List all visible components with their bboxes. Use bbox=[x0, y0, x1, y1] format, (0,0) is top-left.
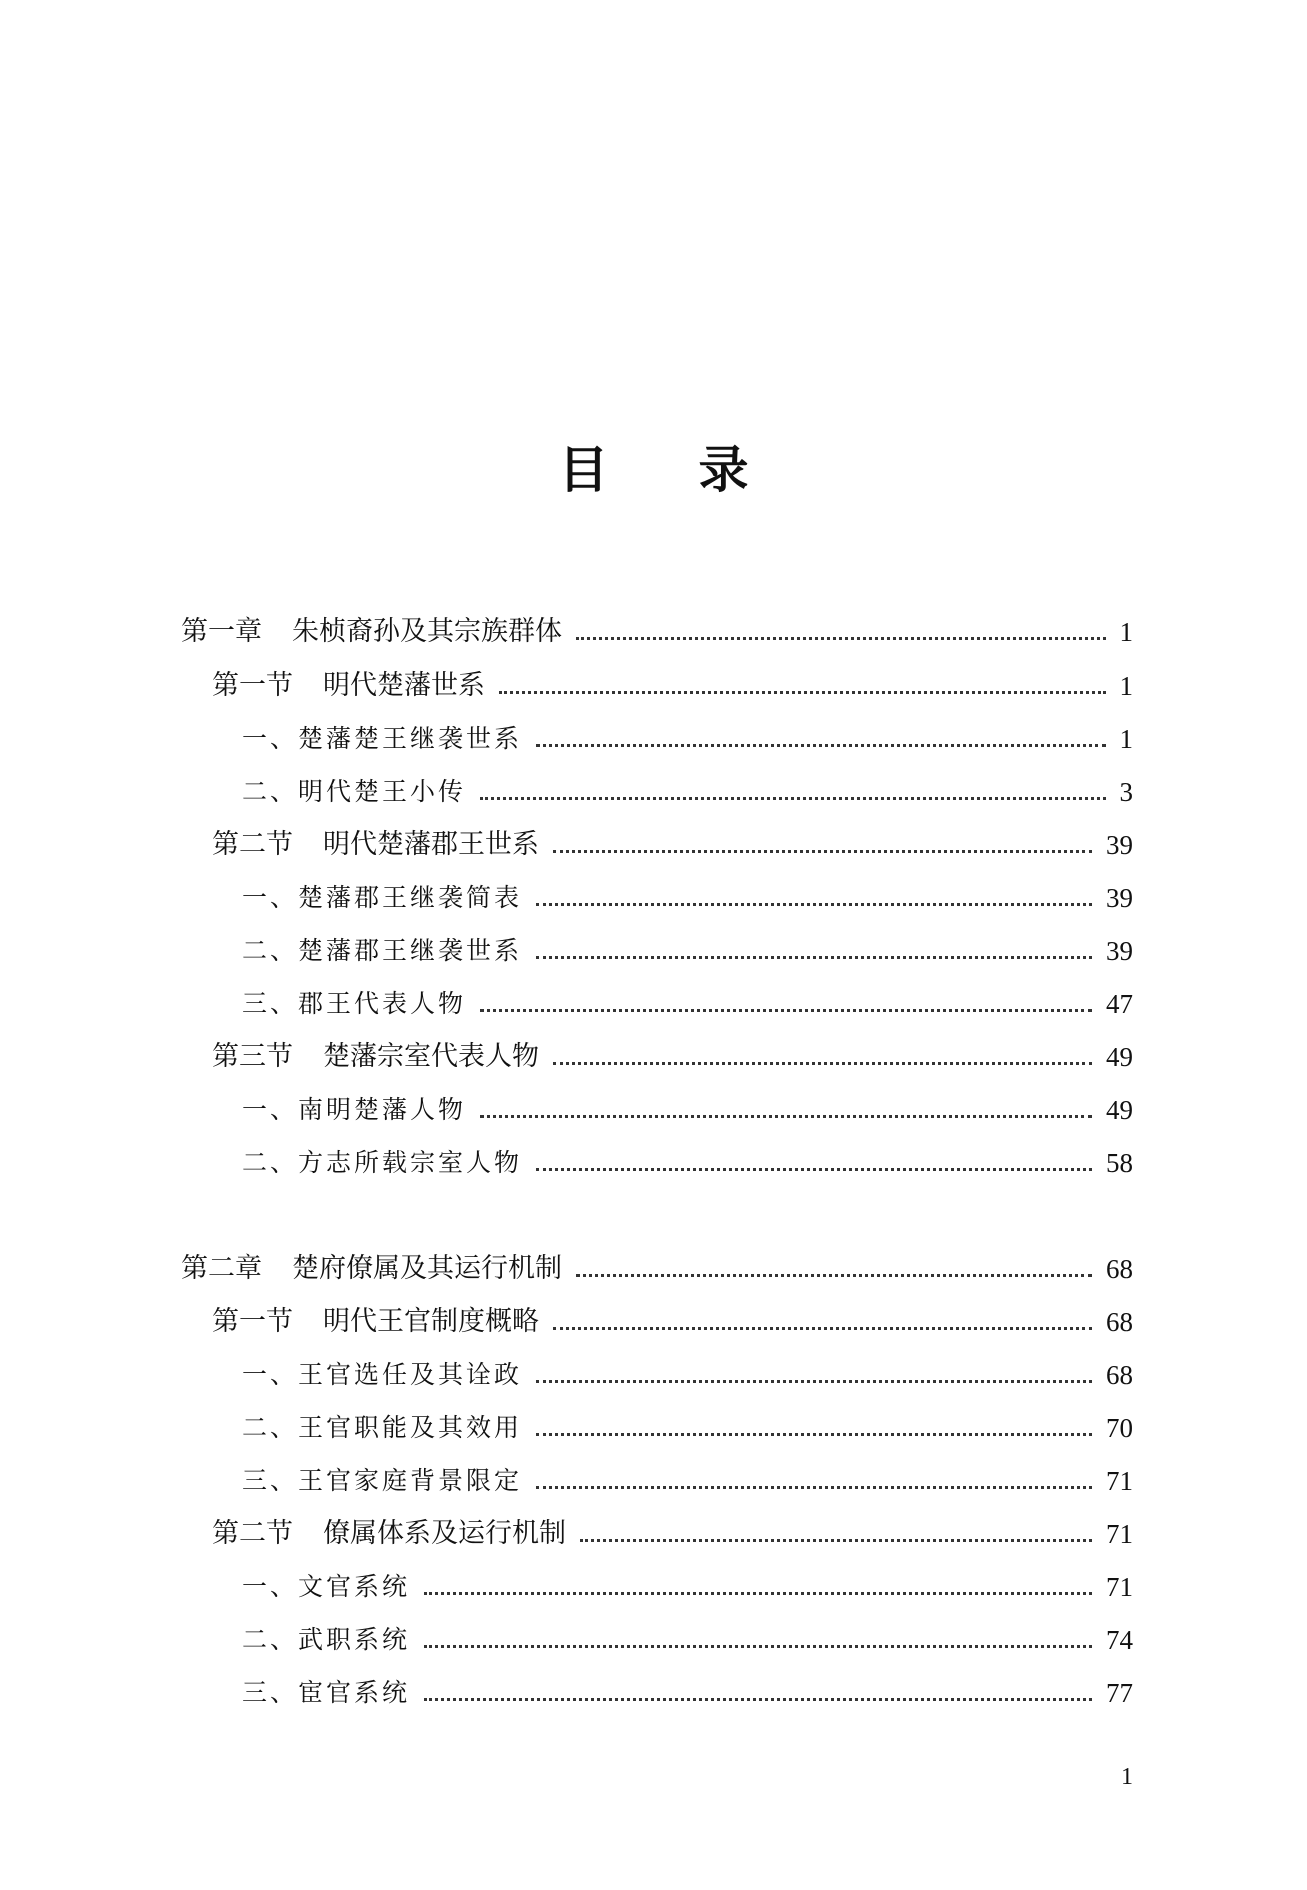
toc-entry-head: 第一章 bbox=[181, 616, 262, 647]
toc-entry-page: 68 bbox=[1106, 1254, 1133, 1284]
toc-entry-page: 70 bbox=[1106, 1413, 1133, 1443]
toc-entry-page: 77 bbox=[1106, 1678, 1133, 1708]
toc-entry-page: 3 bbox=[1119, 777, 1133, 807]
toc-entry-page: 68 bbox=[1106, 1360, 1133, 1390]
toc-entry-page: 1 bbox=[1119, 617, 1133, 647]
toc-entry-page: 71 bbox=[1106, 1572, 1133, 1602]
toc-leader-dots bbox=[553, 1327, 1092, 1330]
toc-entry-page: 74 bbox=[1106, 1625, 1133, 1655]
toc-entry-title: 一、楚藩楚王继袭世系 bbox=[242, 724, 523, 753]
toc-entry-head: 第二节 bbox=[212, 829, 293, 860]
toc-entry-label bbox=[212, 825, 539, 865]
page-title-char-1: 目 bbox=[558, 440, 609, 499]
toc-entry-head: 第二章 bbox=[181, 1253, 262, 1284]
toc-entry-page: 49 bbox=[1106, 1095, 1133, 1125]
toc-leader-dots bbox=[536, 744, 1105, 747]
toc-entry-label bbox=[181, 1249, 562, 1289]
toc-leader-dots bbox=[480, 797, 1105, 800]
toc-entry-page: 39 bbox=[1106, 830, 1133, 860]
toc-item[interactable] bbox=[242, 1408, 1133, 1448]
toc-entry-label bbox=[212, 1302, 539, 1342]
toc-leader-dots bbox=[536, 956, 1092, 959]
toc-entry-title: 朱桢裔孙及其宗族群体 bbox=[292, 616, 562, 647]
toc-leader-dots bbox=[424, 1645, 1092, 1648]
toc-leader-dots bbox=[424, 1592, 1092, 1595]
toc-leader-dots bbox=[553, 850, 1092, 853]
toc-section-2-2[interactable] bbox=[212, 1514, 1133, 1554]
toc-entry-page: 58 bbox=[1106, 1148, 1133, 1178]
footer-page-number: 1 bbox=[1121, 1764, 1133, 1790]
toc-entry-title: 明代王官制度概略 bbox=[323, 1306, 539, 1337]
toc-entry-page: 68 bbox=[1106, 1307, 1133, 1337]
toc-entry-title: 二、明代楚王小传 bbox=[242, 777, 467, 806]
toc-section-1-3[interactable] bbox=[212, 1037, 1133, 1077]
toc-entry-page: 71 bbox=[1106, 1466, 1133, 1496]
toc-leader-dots bbox=[536, 1380, 1092, 1383]
toc-entry-page: 39 bbox=[1106, 936, 1133, 966]
toc-entry-page: 71 bbox=[1106, 1519, 1133, 1549]
toc-entry-title: 二、楚藩郡王继袭世系 bbox=[242, 936, 523, 965]
toc-entry-head: 第一节 bbox=[212, 670, 293, 701]
toc-entry-head: 第二节 bbox=[212, 1518, 293, 1549]
toc-entry-page: 1 bbox=[1119, 671, 1133, 701]
toc-leader-dots bbox=[536, 903, 1092, 906]
toc-section-1-1[interactable] bbox=[212, 666, 1133, 706]
toc-entry-page: 1 bbox=[1119, 724, 1133, 754]
toc-item[interactable] bbox=[242, 1673, 1133, 1713]
toc-item[interactable] bbox=[242, 878, 1133, 918]
toc-entry-label bbox=[212, 666, 485, 706]
toc-entry-label bbox=[212, 1514, 566, 1554]
toc-entry-title: 一、南明楚藩人物 bbox=[242, 1095, 467, 1124]
toc-entry-label bbox=[212, 1037, 539, 1077]
toc-entry-page: 49 bbox=[1106, 1042, 1133, 1072]
toc-entry-title: 一、楚藩郡王继袭简表 bbox=[242, 883, 523, 912]
toc-leader-dots bbox=[499, 691, 1106, 694]
toc-leader-dots bbox=[536, 1433, 1092, 1436]
toc-entry-title: 明代楚藩郡王世系 bbox=[323, 829, 539, 860]
toc-entry-label bbox=[181, 612, 562, 652]
toc-entry-title: 二、武职系统 bbox=[242, 1625, 411, 1654]
page-title-char-2: 录 bbox=[698, 440, 749, 499]
toc-entry-title: 三、宦官系统 bbox=[242, 1678, 411, 1707]
toc-chapter-1[interactable] bbox=[181, 612, 1133, 652]
toc-entry-title: 二、王官职能及其效用 bbox=[242, 1413, 523, 1442]
toc-leader-dots bbox=[536, 1486, 1092, 1489]
toc-entry-title: 三、王官家庭背景限定 bbox=[242, 1466, 523, 1495]
toc-item[interactable] bbox=[242, 719, 1133, 759]
toc-item[interactable] bbox=[242, 931, 1133, 971]
toc-item[interactable] bbox=[242, 1355, 1133, 1395]
toc-item[interactable] bbox=[242, 1143, 1133, 1183]
toc-entry-title: 楚府僚属及其运行机制 bbox=[292, 1253, 562, 1284]
toc-entry-title: 明代楚藩世系 bbox=[323, 670, 485, 701]
toc-item[interactable] bbox=[242, 1090, 1133, 1130]
toc-leader-dots bbox=[536, 1168, 1092, 1171]
toc-item[interactable] bbox=[242, 1567, 1133, 1607]
toc-entry-title: 一、文官系统 bbox=[242, 1572, 411, 1601]
toc-leader-dots bbox=[576, 1274, 1092, 1277]
toc-entry-page: 47 bbox=[1106, 989, 1133, 1019]
toc-entry-title: 三、郡王代表人物 bbox=[242, 989, 467, 1018]
toc-item[interactable] bbox=[242, 772, 1133, 812]
toc-entry-head: 第一节 bbox=[212, 1306, 293, 1337]
toc-entry-title: 僚属体系及运行机制 bbox=[323, 1518, 566, 1549]
toc-leader-dots bbox=[580, 1539, 1092, 1542]
toc-entry-title: 二、方志所载宗室人物 bbox=[242, 1148, 523, 1177]
toc-chapter-2[interactable] bbox=[181, 1249, 1133, 1289]
toc-entry-head: 第三节 bbox=[212, 1041, 293, 1072]
toc-leader-dots bbox=[424, 1698, 1092, 1701]
toc-leader-dots bbox=[553, 1062, 1092, 1065]
toc-entry-page: 39 bbox=[1106, 883, 1133, 913]
toc-section-2-1[interactable] bbox=[212, 1302, 1133, 1342]
toc-item[interactable] bbox=[242, 984, 1133, 1024]
toc-leader-dots bbox=[480, 1009, 1092, 1012]
toc-leader-dots bbox=[576, 637, 1106, 640]
toc-section-1-2[interactable] bbox=[212, 825, 1133, 865]
toc-entry-title: 楚藩宗室代表人物 bbox=[323, 1041, 539, 1072]
toc-leader-dots bbox=[480, 1115, 1092, 1118]
toc-item[interactable] bbox=[242, 1620, 1133, 1660]
toc-entry-title: 一、王官选任及其诠政 bbox=[242, 1360, 523, 1389]
toc-item[interactable] bbox=[242, 1461, 1133, 1501]
